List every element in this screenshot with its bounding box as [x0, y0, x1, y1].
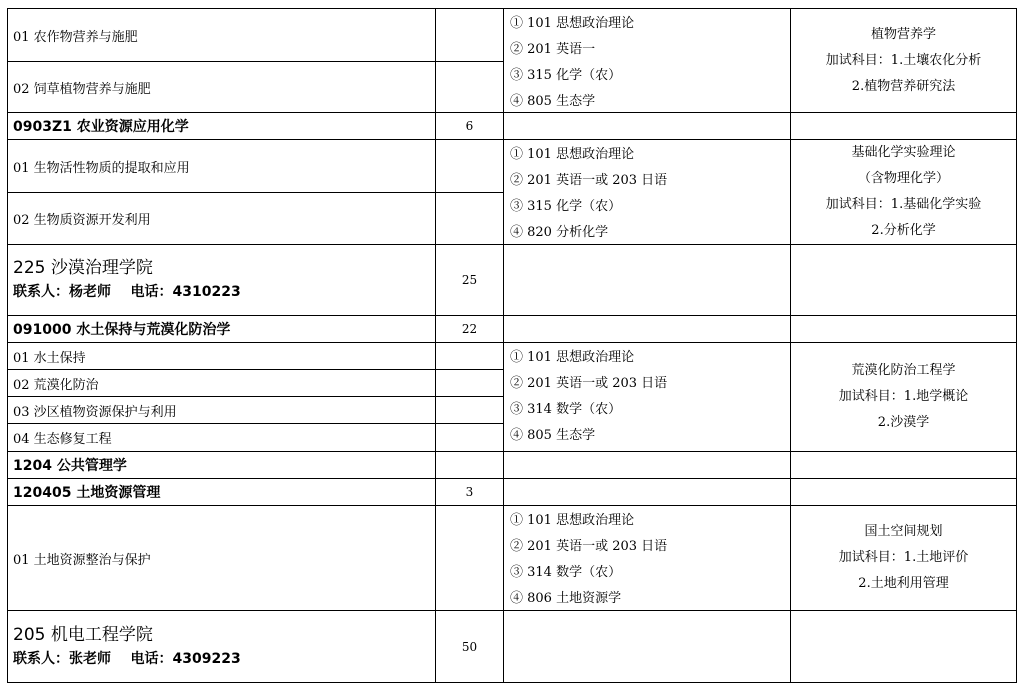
- count-cell: [435, 61, 504, 113]
- exam-subject: ② 201 英语一或 203 日语: [510, 173, 668, 188]
- program-label: 01 农作物营养与施肥: [13, 29, 138, 45]
- exam-subject: ③ 315 化学（农）: [510, 199, 622, 214]
- count-cell: [435, 396, 504, 424]
- count-value: 22: [461, 322, 478, 336]
- retest-subject: （含物理化学）: [857, 171, 949, 186]
- program-cell: [7, 505, 436, 611]
- exam-subjects-cell: [503, 8, 791, 113]
- exam-subject: ④ 805 生态学: [510, 94, 596, 109]
- exam-subject: ③ 314 数学（农）: [510, 565, 622, 580]
- major-title: [7, 315, 436, 343]
- enrollment-count: [435, 478, 504, 506]
- retest-subject: 2.植物营养研究法: [851, 78, 956, 94]
- program-cell: [7, 396, 436, 424]
- count-cell: [435, 192, 504, 245]
- exam-subjects-cell: [503, 139, 791, 245]
- major-label: 0903Z1 农业资源应用化学: [13, 119, 189, 135]
- exam-subjects-cell: [503, 342, 791, 452]
- major-label: 120405 土地资源管理: [13, 485, 161, 501]
- program-cell: [7, 369, 436, 397]
- count-value: 50: [461, 639, 478, 654]
- retest-subjects-cell: [790, 8, 1017, 113]
- program-label: 04 生态修复工程: [13, 432, 112, 447]
- program-label: 02 荒漠化防治: [13, 377, 99, 393]
- count-cell: [435, 369, 504, 397]
- major-title: [7, 478, 436, 506]
- count-cell: [435, 451, 504, 479]
- college-name: 205 机电工程学院: [13, 624, 153, 645]
- enrollment-count: [435, 610, 504, 683]
- exam-subjects-cell: [503, 505, 791, 611]
- empty-cell: [790, 451, 1017, 479]
- enrollment-count: [435, 244, 504, 316]
- major-title: [7, 451, 436, 479]
- exam-subject: ④ 820 分析化学: [510, 225, 609, 240]
- count-value: 3: [465, 485, 474, 499]
- empty-cell: [503, 610, 791, 683]
- program-cell: [7, 139, 436, 193]
- enrollment-table: [7, 8, 1017, 683]
- retest-subject: 荒漠化防治工程学: [851, 363, 956, 378]
- enrollment-count: [435, 315, 504, 343]
- program-cell: [7, 342, 436, 370]
- empty-cell: [503, 315, 791, 343]
- college-header: [7, 244, 436, 316]
- college-contact: 联系人：杨老师 电话：4310223: [13, 284, 241, 300]
- college-contact: 联系人：张老师 电话：4309223: [13, 650, 241, 667]
- exam-subject: ③ 315 化学（农）: [510, 68, 622, 83]
- retest-subject: 加试科目：1.地学概论: [838, 389, 969, 404]
- exam-subject: ① 101 思想政治理论: [510, 350, 635, 365]
- count-cell: [435, 8, 504, 62]
- retest-subjects-cell: [790, 505, 1017, 611]
- count-value: 6: [465, 119, 474, 133]
- count-cell: [435, 139, 504, 193]
- program-label: 01 土地资源整治与保护: [13, 552, 151, 568]
- program-label: 02 生物质资源开发利用: [13, 213, 151, 228]
- empty-cell: [503, 244, 791, 316]
- retest-subject: 2.分析化学: [871, 223, 936, 238]
- exam-subject: ② 201 英语一或 203 日语: [510, 376, 668, 391]
- exam-subject: ② 201 英语一或 203 日语: [510, 539, 668, 554]
- empty-cell: [503, 478, 791, 506]
- exam-subject: ① 101 思想政治理论: [510, 513, 635, 528]
- retest-subject: 加试科目：1.土地评价: [838, 550, 969, 565]
- exam-subject: ② 201 英语一: [510, 42, 596, 57]
- exam-subject: ④ 805 生态学: [510, 428, 596, 443]
- count-value: 25: [461, 273, 478, 287]
- program-label: 01 生物活性物质的提取和应用: [13, 160, 190, 176]
- retest-subject: 植物营养学: [870, 26, 936, 42]
- program-cell: [7, 192, 436, 245]
- empty-cell: [790, 610, 1017, 683]
- major-label: 1204 公共管理学: [13, 458, 127, 474]
- college-header: [7, 610, 436, 683]
- retest-subjects-cell: [790, 342, 1017, 452]
- count-cell: [435, 423, 504, 452]
- empty-cell: [503, 451, 791, 479]
- exam-subject: ④ 806 土地资源学: [510, 591, 622, 606]
- program-cell: [7, 8, 436, 62]
- exam-subject: ① 101 思想政治理论: [510, 16, 635, 31]
- count-cell: [435, 342, 504, 370]
- empty-cell: [790, 112, 1017, 140]
- count-cell: [435, 505, 504, 611]
- retest-subject: 2.沙漠学: [877, 415, 930, 430]
- college-name: 225 沙漠治理学院: [13, 258, 153, 278]
- program-label: 03 沙区植物资源保护与利用: [13, 404, 177, 420]
- retest-subject: 国土空间规划: [864, 524, 943, 539]
- retest-subject: 2.土地利用管理: [858, 576, 949, 591]
- retest-subjects-cell: [790, 139, 1017, 245]
- program-cell: [7, 423, 436, 452]
- empty-cell: [503, 112, 791, 140]
- empty-cell: [790, 315, 1017, 343]
- exam-subject: ③ 314 数学（农）: [510, 402, 622, 417]
- program-label: 01 水土保持: [13, 350, 86, 366]
- program-cell: [7, 61, 436, 113]
- exam-subject: ① 101 思想政治理论: [510, 147, 635, 162]
- retest-subject: 加试科目：1.土壤农化分析: [825, 52, 982, 68]
- enrollment-count: [435, 112, 504, 140]
- retest-subject: 基础化学实验理论: [851, 145, 956, 160]
- empty-cell: [790, 244, 1017, 316]
- empty-cell: [790, 478, 1017, 506]
- major-title: [7, 112, 436, 140]
- retest-subject: 加试科目：1.基础化学实验: [825, 197, 982, 212]
- major-label: 091000 水土保持与荒漠化防治学: [13, 322, 231, 338]
- program-label: 02 饲草植物营养与施肥: [13, 81, 151, 97]
